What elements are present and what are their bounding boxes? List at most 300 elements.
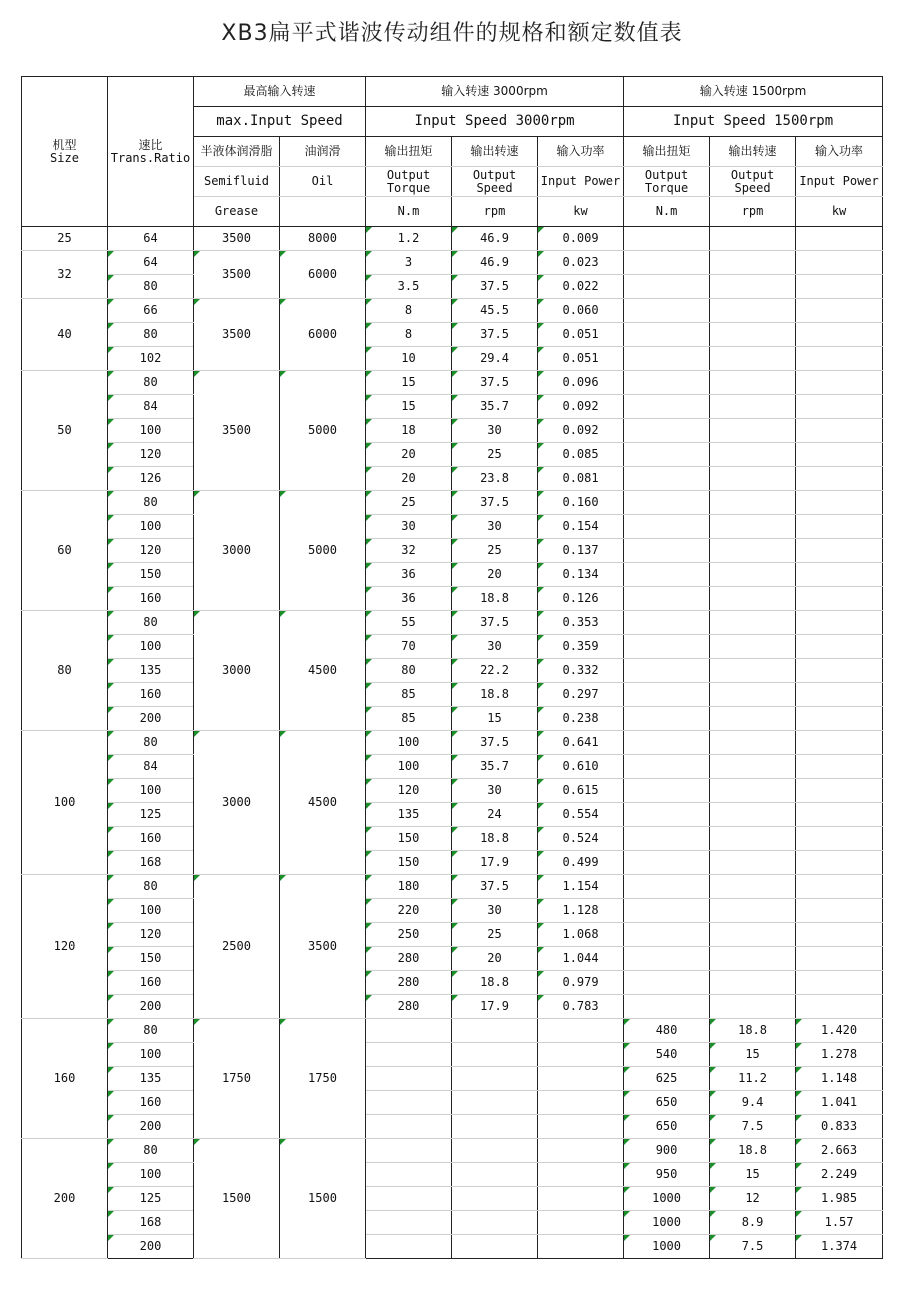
torque3000-cell: 55 xyxy=(366,611,452,635)
power3000-cell: 0.137 xyxy=(538,539,624,563)
torque3000-cell: 15 xyxy=(366,371,452,395)
power3000-cell xyxy=(538,1067,624,1091)
header-oil-cn: 油润滑 xyxy=(280,137,366,167)
torque1500-cell: 1000 xyxy=(624,1187,710,1211)
power3000-cell xyxy=(538,1091,624,1115)
ratio-cell: 200 xyxy=(108,707,194,731)
power1500-cell xyxy=(796,467,883,491)
speed3000-cell: 37.5 xyxy=(452,611,538,635)
speed3000-cell: 24 xyxy=(452,803,538,827)
power3000-cell: 0.092 xyxy=(538,395,624,419)
torque1500-cell xyxy=(624,635,710,659)
header-grease-en2: Grease xyxy=(194,197,280,227)
oil-speed-cell: 8000 xyxy=(280,227,366,251)
torque3000-cell: 80 xyxy=(366,659,452,683)
torque1500-cell xyxy=(624,707,710,731)
power3000-cell: 0.615 xyxy=(538,779,624,803)
power1500-cell xyxy=(796,731,883,755)
speed1500-cell xyxy=(710,875,796,899)
torque3000-cell: 36 xyxy=(366,587,452,611)
grease-speed-cell: 3500 xyxy=(194,371,280,491)
power1500-cell: 1.148 xyxy=(796,1067,883,1091)
torque3000-cell xyxy=(366,1235,452,1259)
grease-speed-cell: 1750 xyxy=(194,1019,280,1139)
ratio-cell: 135 xyxy=(108,1067,194,1091)
power3000-cell: 0.610 xyxy=(538,755,624,779)
torque3000-cell: 8 xyxy=(366,323,452,347)
speed1500-cell: 7.5 xyxy=(710,1235,796,1259)
speed1500-cell: 18.8 xyxy=(710,1139,796,1163)
torque3000-cell: 85 xyxy=(366,707,452,731)
torque3000-cell: 250 xyxy=(366,923,452,947)
table-row xyxy=(22,1163,883,1187)
table-row xyxy=(22,779,883,803)
speed1500-cell xyxy=(710,419,796,443)
torque1500-cell: 950 xyxy=(624,1163,710,1187)
header-outspeed1500-cn: 输出转速 xyxy=(710,137,796,167)
torque1500-cell xyxy=(624,923,710,947)
speed1500-cell: 8.9 xyxy=(710,1211,796,1235)
speed3000-cell: 20 xyxy=(452,947,538,971)
size-cell: 160 xyxy=(22,1019,108,1139)
speed1500-cell xyxy=(710,635,796,659)
ratio-cell: 200 xyxy=(108,1115,194,1139)
speed1500-cell: 18.8 xyxy=(710,1019,796,1043)
header-max-speed-cn: 最高输入转速 xyxy=(194,77,366,107)
power3000-cell: 0.499 xyxy=(538,851,624,875)
ratio-cell: 200 xyxy=(108,1235,194,1259)
table-row xyxy=(22,1091,883,1115)
power3000-cell xyxy=(538,1043,624,1067)
power1500-cell xyxy=(796,419,883,443)
speed3000-cell xyxy=(452,1211,538,1235)
power3000-cell: 1.128 xyxy=(538,899,624,923)
torque1500-cell xyxy=(624,683,710,707)
torque1500-cell: 625 xyxy=(624,1067,710,1091)
torque3000-cell: 280 xyxy=(366,947,452,971)
speed3000-cell: 30 xyxy=(452,419,538,443)
torque1500-cell xyxy=(624,563,710,587)
power3000-cell: 0.022 xyxy=(538,275,624,299)
header-size-en: Size xyxy=(50,150,79,165)
torque3000-cell: 3.5 xyxy=(366,275,452,299)
torque1500-cell: 650 xyxy=(624,1115,710,1139)
speed3000-cell xyxy=(452,1139,538,1163)
power3000-cell: 0.554 xyxy=(538,803,624,827)
header-power1500-en: Input Power xyxy=(796,167,883,197)
size-cell: 50 xyxy=(22,371,108,491)
speed1500-cell xyxy=(710,299,796,323)
power3000-cell: 1.068 xyxy=(538,923,624,947)
header-unit-kw3000: kw xyxy=(538,197,624,227)
power1500-cell: 1.374 xyxy=(796,1235,883,1259)
header-unit-kw1500: kw xyxy=(796,197,883,227)
table-row xyxy=(22,563,883,587)
header-ratio xyxy=(108,77,194,227)
speed1500-cell xyxy=(710,491,796,515)
table-row xyxy=(22,347,883,371)
ratio-cell: 100 xyxy=(108,899,194,923)
ratio-cell: 80 xyxy=(108,323,194,347)
speed1500-cell: 12 xyxy=(710,1187,796,1211)
oil-speed-cell: 3500 xyxy=(280,875,366,1019)
torque1500-cell xyxy=(624,491,710,515)
power1500-cell: 2.249 xyxy=(796,1163,883,1187)
power3000-cell xyxy=(538,1019,624,1043)
speed3000-cell: 37.5 xyxy=(452,275,538,299)
torque1500-cell xyxy=(624,395,710,419)
ratio-cell: 135 xyxy=(108,659,194,683)
torque3000-cell: 25 xyxy=(366,491,452,515)
power1500-cell: 1.985 xyxy=(796,1187,883,1211)
oil-speed-cell: 5000 xyxy=(280,371,366,491)
power1500-cell xyxy=(796,947,883,971)
table-row xyxy=(22,1067,883,1091)
power1500-cell: 1.57 xyxy=(796,1211,883,1235)
speed3000-cell: 46.9 xyxy=(452,251,538,275)
ratio-cell: 100 xyxy=(108,515,194,539)
power3000-cell: 0.051 xyxy=(538,347,624,371)
speed1500-cell xyxy=(710,731,796,755)
power1500-cell xyxy=(796,755,883,779)
speed3000-cell: 25 xyxy=(452,923,538,947)
table-row xyxy=(22,1019,883,1043)
speed3000-cell: 18.8 xyxy=(452,683,538,707)
speed1500-cell xyxy=(710,947,796,971)
grease-speed-cell: 3500 xyxy=(194,251,280,299)
speed3000-cell: 30 xyxy=(452,779,538,803)
torque1500-cell: 1000 xyxy=(624,1211,710,1235)
oil-speed-cell: 6000 xyxy=(280,299,366,371)
speed3000-cell: 35.7 xyxy=(452,755,538,779)
size-cell: 200 xyxy=(22,1139,108,1259)
speed3000-cell: 18.8 xyxy=(452,587,538,611)
size-cell: 25 xyxy=(22,227,108,251)
power3000-cell xyxy=(538,1139,624,1163)
oil-speed-cell: 6000 xyxy=(280,251,366,299)
speed1500-cell: 15 xyxy=(710,1163,796,1187)
power3000-cell: 0.009 xyxy=(538,227,624,251)
power3000-cell: 0.238 xyxy=(538,707,624,731)
ratio-cell: 160 xyxy=(108,683,194,707)
torque3000-cell: 280 xyxy=(366,995,452,1019)
power1500-cell xyxy=(796,491,883,515)
speed3000-cell: 37.5 xyxy=(452,371,538,395)
power1500-cell xyxy=(796,515,883,539)
speed3000-cell xyxy=(452,1115,538,1139)
speed3000-cell: 37.5 xyxy=(452,875,538,899)
table-row xyxy=(22,1235,883,1259)
power3000-cell xyxy=(538,1187,624,1211)
torque3000-cell xyxy=(366,1187,452,1211)
power1500-cell xyxy=(796,611,883,635)
power1500-cell xyxy=(796,779,883,803)
ratio-cell: 64 xyxy=(108,251,194,275)
torque1500-cell xyxy=(624,347,710,371)
ratio-cell: 100 xyxy=(108,779,194,803)
size-cell: 80 xyxy=(22,611,108,731)
power1500-cell: 2.663 xyxy=(796,1139,883,1163)
torque1500-cell xyxy=(624,875,710,899)
header-unit-rpm3000: rpm xyxy=(452,197,538,227)
header-torque3000-en: Output Torque xyxy=(366,167,452,197)
power3000-cell: 1.044 xyxy=(538,947,624,971)
speed3000-cell: 46.9 xyxy=(452,227,538,251)
table-row xyxy=(22,515,883,539)
oil-speed-cell: 4500 xyxy=(280,611,366,731)
ratio-cell: 80 xyxy=(108,371,194,395)
torque3000-cell: 70 xyxy=(366,635,452,659)
speed3000-cell xyxy=(452,1235,538,1259)
torque1500-cell xyxy=(624,275,710,299)
speed1500-cell xyxy=(710,275,796,299)
speed1500-cell xyxy=(710,227,796,251)
oil-speed-cell: 5000 xyxy=(280,491,366,611)
speed3000-cell: 30 xyxy=(452,899,538,923)
ratio-cell: 160 xyxy=(108,587,194,611)
table-row xyxy=(22,371,883,395)
table-row xyxy=(22,875,883,899)
speed1500-cell xyxy=(710,995,796,1019)
torque1500-cell xyxy=(624,995,710,1019)
header-outspeed1500-en: Output Speed xyxy=(710,167,796,197)
speed3000-cell: 23.8 xyxy=(452,467,538,491)
power3000-cell: 0.332 xyxy=(538,659,624,683)
oil-speed-cell: 1500 xyxy=(280,1139,366,1259)
torque3000-cell: 30 xyxy=(366,515,452,539)
table-row xyxy=(22,587,883,611)
header-size xyxy=(22,77,108,227)
torque3000-cell xyxy=(366,1019,452,1043)
table-row xyxy=(22,227,883,251)
torque1500-cell xyxy=(624,419,710,443)
speed1500-cell: 7.5 xyxy=(710,1115,796,1139)
table-row xyxy=(22,707,883,731)
torque1500-cell xyxy=(624,443,710,467)
ratio-cell: 120 xyxy=(108,539,194,563)
power1500-cell xyxy=(796,923,883,947)
speed3000-cell: 20 xyxy=(452,563,538,587)
grease-speed-cell: 3000 xyxy=(194,731,280,875)
torque3000-cell: 150 xyxy=(366,851,452,875)
header-speed3000-cn: 输入转速 3000rpm xyxy=(366,77,624,107)
power1500-cell xyxy=(796,827,883,851)
power1500-cell xyxy=(796,635,883,659)
power1500-cell xyxy=(796,587,883,611)
table-row xyxy=(22,323,883,347)
power1500-cell: 0.833 xyxy=(796,1115,883,1139)
torque1500-cell xyxy=(624,899,710,923)
power1500-cell xyxy=(796,683,883,707)
power3000-cell: 0.359 xyxy=(538,635,624,659)
torque1500-cell xyxy=(624,227,710,251)
power3000-cell xyxy=(538,1163,624,1187)
power3000-cell: 1.154 xyxy=(538,875,624,899)
table-row xyxy=(22,827,883,851)
power1500-cell xyxy=(796,851,883,875)
ratio-cell: 80 xyxy=(108,731,194,755)
torque1500-cell xyxy=(624,971,710,995)
torque3000-cell xyxy=(366,1067,452,1091)
torque3000-cell: 150 xyxy=(366,827,452,851)
table-row xyxy=(22,611,883,635)
power3000-cell: 0.353 xyxy=(538,611,624,635)
table-row xyxy=(22,923,883,947)
torque3000-cell: 32 xyxy=(366,539,452,563)
power1500-cell xyxy=(796,443,883,467)
header-power3000-en: Input Power xyxy=(538,167,624,197)
torque1500-cell xyxy=(624,827,710,851)
speed1500-cell xyxy=(710,755,796,779)
torque1500-cell xyxy=(624,515,710,539)
header-size-cn: 机型 xyxy=(52,137,77,152)
ratio-cell: 100 xyxy=(108,1163,194,1187)
power1500-cell: 1.041 xyxy=(796,1091,883,1115)
ratio-cell: 84 xyxy=(108,755,194,779)
speed1500-cell xyxy=(710,395,796,419)
speed1500-cell xyxy=(710,587,796,611)
power3000-cell: 0.060 xyxy=(538,299,624,323)
torque3000-cell: 8 xyxy=(366,299,452,323)
power1500-cell xyxy=(796,227,883,251)
ratio-cell: 120 xyxy=(108,443,194,467)
ratio-cell: 150 xyxy=(108,563,194,587)
ratio-cell: 80 xyxy=(108,1139,194,1163)
ratio-cell: 160 xyxy=(108,971,194,995)
speed3000-cell: 17.9 xyxy=(452,995,538,1019)
table-row xyxy=(22,299,883,323)
header-max-speed-en: max.Input Speed xyxy=(194,107,366,137)
ratio-cell: 80 xyxy=(108,1019,194,1043)
grease-speed-cell: 3000 xyxy=(194,611,280,731)
torque3000-cell xyxy=(366,1115,452,1139)
torque3000-cell: 3 xyxy=(366,251,452,275)
header-speed3000-en: Input Speed 3000rpm xyxy=(366,107,624,137)
torque3000-cell: 36 xyxy=(366,563,452,587)
table-row xyxy=(22,683,883,707)
ratio-cell: 168 xyxy=(108,851,194,875)
torque3000-cell xyxy=(366,1091,452,1115)
ratio-cell: 102 xyxy=(108,347,194,371)
torque3000-cell: 1.2 xyxy=(366,227,452,251)
table-row xyxy=(22,1187,883,1211)
table-row xyxy=(22,251,883,275)
header-outspeed3000-en: Output Speed xyxy=(452,167,538,197)
power3000-cell: 0.641 xyxy=(538,731,624,755)
power3000-cell: 0.524 xyxy=(538,827,624,851)
table-row xyxy=(22,491,883,515)
power1500-cell xyxy=(796,659,883,683)
header-grease-cn: 半液体润滑脂 xyxy=(194,137,280,167)
table-row xyxy=(22,851,883,875)
ratio-cell: 84 xyxy=(108,395,194,419)
header-oil-blank xyxy=(280,197,366,227)
power1500-cell xyxy=(796,251,883,275)
ratio-cell: 80 xyxy=(108,275,194,299)
torque3000-cell xyxy=(366,1043,452,1067)
power3000-cell: 0.134 xyxy=(538,563,624,587)
power3000-cell: 0.126 xyxy=(538,587,624,611)
table-row xyxy=(22,947,883,971)
speed1500-cell xyxy=(710,611,796,635)
ratio-cell: 100 xyxy=(108,419,194,443)
torque3000-cell xyxy=(366,1211,452,1235)
power3000-cell: 0.081 xyxy=(538,467,624,491)
power3000-cell: 0.979 xyxy=(538,971,624,995)
power1500-cell xyxy=(796,371,883,395)
speed1500-cell xyxy=(710,827,796,851)
ratio-cell: 160 xyxy=(108,1091,194,1115)
ratio-cell: 64 xyxy=(108,227,194,251)
table-row xyxy=(22,1115,883,1139)
torque1500-cell xyxy=(624,467,710,491)
speed1500-cell xyxy=(710,467,796,491)
header-outspeed3000-cn: 输出转速 xyxy=(452,137,538,167)
speed1500-cell xyxy=(710,923,796,947)
torque1500-cell xyxy=(624,299,710,323)
speed3000-cell: 25 xyxy=(452,539,538,563)
power3000-cell: 0.023 xyxy=(538,251,624,275)
ratio-cell: 125 xyxy=(108,1187,194,1211)
power1500-cell xyxy=(796,395,883,419)
torque3000-cell: 100 xyxy=(366,731,452,755)
table-row xyxy=(22,275,883,299)
torque3000-cell: 100 xyxy=(366,755,452,779)
page-title: XB3扁平式谐波传动组件的规格和额定数值表 xyxy=(221,21,683,46)
speed3000-cell: 45.5 xyxy=(452,299,538,323)
power3000-cell: 0.297 xyxy=(538,683,624,707)
speed1500-cell xyxy=(710,683,796,707)
speed3000-cell xyxy=(452,1067,538,1091)
torque1500-cell xyxy=(624,755,710,779)
torque3000-cell: 135 xyxy=(366,803,452,827)
power1500-cell xyxy=(796,707,883,731)
torque1500-cell: 650 xyxy=(624,1091,710,1115)
ratio-cell: 126 xyxy=(108,467,194,491)
torque3000-cell: 18 xyxy=(366,419,452,443)
ratio-cell: 168 xyxy=(108,1211,194,1235)
speed3000-cell: 18.8 xyxy=(452,827,538,851)
torque1500-cell xyxy=(624,251,710,275)
power1500-cell: 1.278 xyxy=(796,1043,883,1067)
speed3000-cell: 30 xyxy=(452,635,538,659)
power3000-cell: 0.085 xyxy=(538,443,624,467)
torque1500-cell: 1000 xyxy=(624,1235,710,1259)
ratio-cell: 120 xyxy=(108,923,194,947)
torque1500-cell xyxy=(624,731,710,755)
table-row xyxy=(22,755,883,779)
table-row xyxy=(22,803,883,827)
torque3000-cell: 180 xyxy=(366,875,452,899)
table-row xyxy=(22,995,883,1019)
grease-speed-cell: 1500 xyxy=(194,1139,280,1259)
oil-speed-cell: 1750 xyxy=(280,1019,366,1139)
speed3000-cell: 37.5 xyxy=(452,491,538,515)
header-unit-torque1500: N.m xyxy=(624,197,710,227)
speed3000-cell xyxy=(452,1043,538,1067)
speed1500-cell xyxy=(710,347,796,371)
torque1500-cell xyxy=(624,659,710,683)
ratio-cell: 100 xyxy=(108,635,194,659)
power1500-cell xyxy=(796,875,883,899)
grease-speed-cell: 2500 xyxy=(194,875,280,1019)
power1500-cell xyxy=(796,299,883,323)
torque1500-cell: 900 xyxy=(624,1139,710,1163)
speed1500-cell xyxy=(710,443,796,467)
torque3000-cell: 220 xyxy=(366,899,452,923)
power3000-cell: 0.092 xyxy=(538,419,624,443)
speed1500-cell: 15 xyxy=(710,1043,796,1067)
